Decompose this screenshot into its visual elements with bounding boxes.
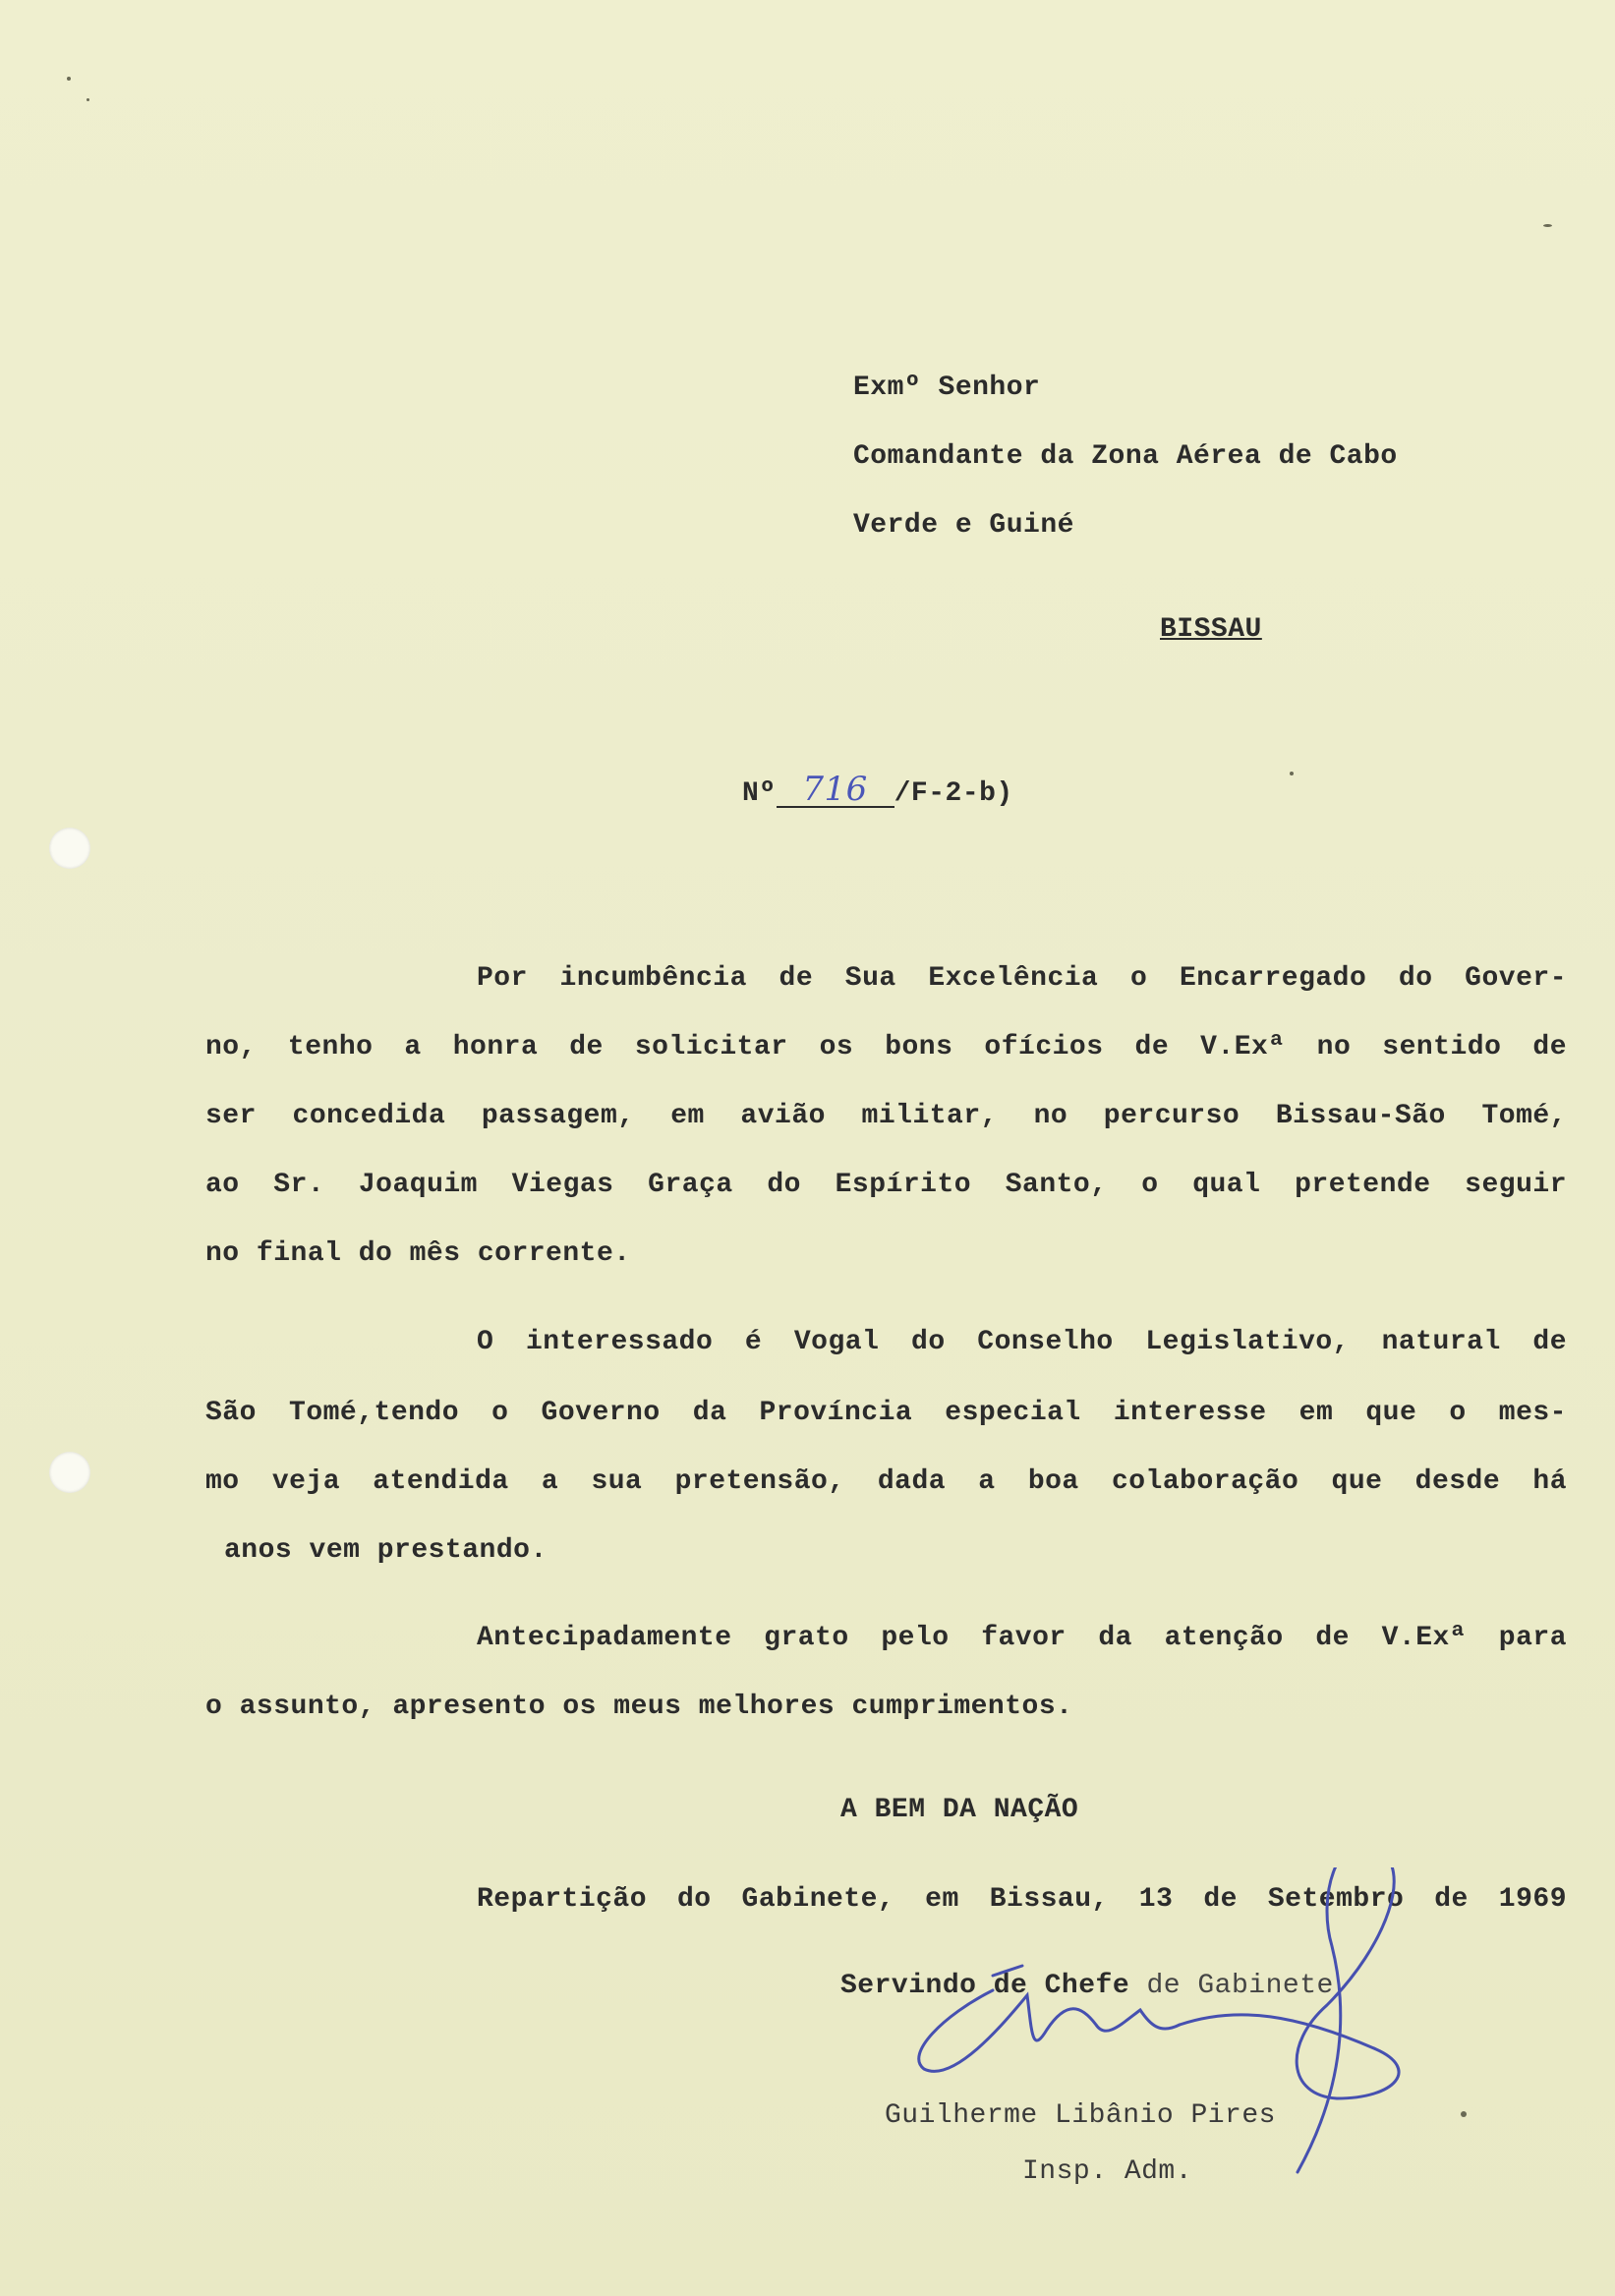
reference-number [742, 770, 1013, 811]
signatory-role-stamped: de Gabinete [1146, 1971, 1334, 2001]
signatory-name: Guilherme Libânio Pires [885, 2100, 1276, 2131]
paragraph2-line2: São Tomé,tendo o Governo da Província especial interesse em que o mes- [205, 1398, 1567, 1428]
reference-suffix: /F-2-b) [894, 778, 1013, 809]
paragraph2-line1: O interessado é Vogal do Conselho Legislativo, natural de [477, 1327, 1567, 1357]
closing-place-date: Repartição do Gabinete, em Bissau, 13 de Setembro de 1969 [477, 1884, 1567, 1915]
paper-speck [67, 77, 71, 81]
address-recipient-line1: Comandante da Zona Aérea de Cabo [853, 441, 1398, 472]
signatory-title: Insp. Adm. [1022, 2156, 1193, 2187]
paragraph3-line2: o assunto, apresento os meus melhores cumprimentos. [205, 1692, 1073, 1722]
paragraph3-line1: Antecipadamente grato pelo favor da atenção de V.Exª para [477, 1623, 1567, 1653]
closing-motto: A BEM DA NAÇÃO [840, 1795, 1079, 1825]
paper-speck [1543, 224, 1552, 227]
paragraph2-line4: anos vem prestando. [224, 1535, 548, 1566]
paragraph1-line2: no, tenho a honra de solicitar os bons ofícios de V.Exª no sentido de [205, 1032, 1567, 1062]
paragraph1-line4: ao Sr. Joaquim Viegas Graça do Espírito Santo, o qual pretende seguir [205, 1170, 1567, 1200]
handwritten-signature [885, 1867, 1435, 2202]
reference-prefix: Nº [742, 778, 777, 809]
paragraph1-line1: Por incumbência de Sua Excelência o Encarregado do Gover- [477, 963, 1567, 994]
paper-speck [1461, 2111, 1467, 2117]
paper-speck [87, 98, 89, 101]
paragraph2-line3: mo veja atendida a sua pretensão, dada a boa colaboração que desde há [205, 1466, 1567, 1497]
paragraph1-line3: ser concedida passagem, em avião militar, no percurso Bissau-São Tomé, [205, 1101, 1567, 1131]
address-recipient-line2: Verde e Guiné [853, 510, 1074, 541]
address-city: BISSAU [1160, 614, 1262, 645]
address-salutation: Exmº Senhor [853, 373, 1041, 403]
paper-speck [1290, 772, 1294, 775]
paragraph1-line5: no final do mês corrente. [205, 1238, 631, 1269]
signatory-role-typed: Servindo de Chefe [840, 1971, 1130, 2001]
punch-hole-bottom [49, 1452, 90, 1493]
reference-handwritten-number: 716 [777, 773, 894, 808]
punch-hole-top [49, 828, 90, 869]
